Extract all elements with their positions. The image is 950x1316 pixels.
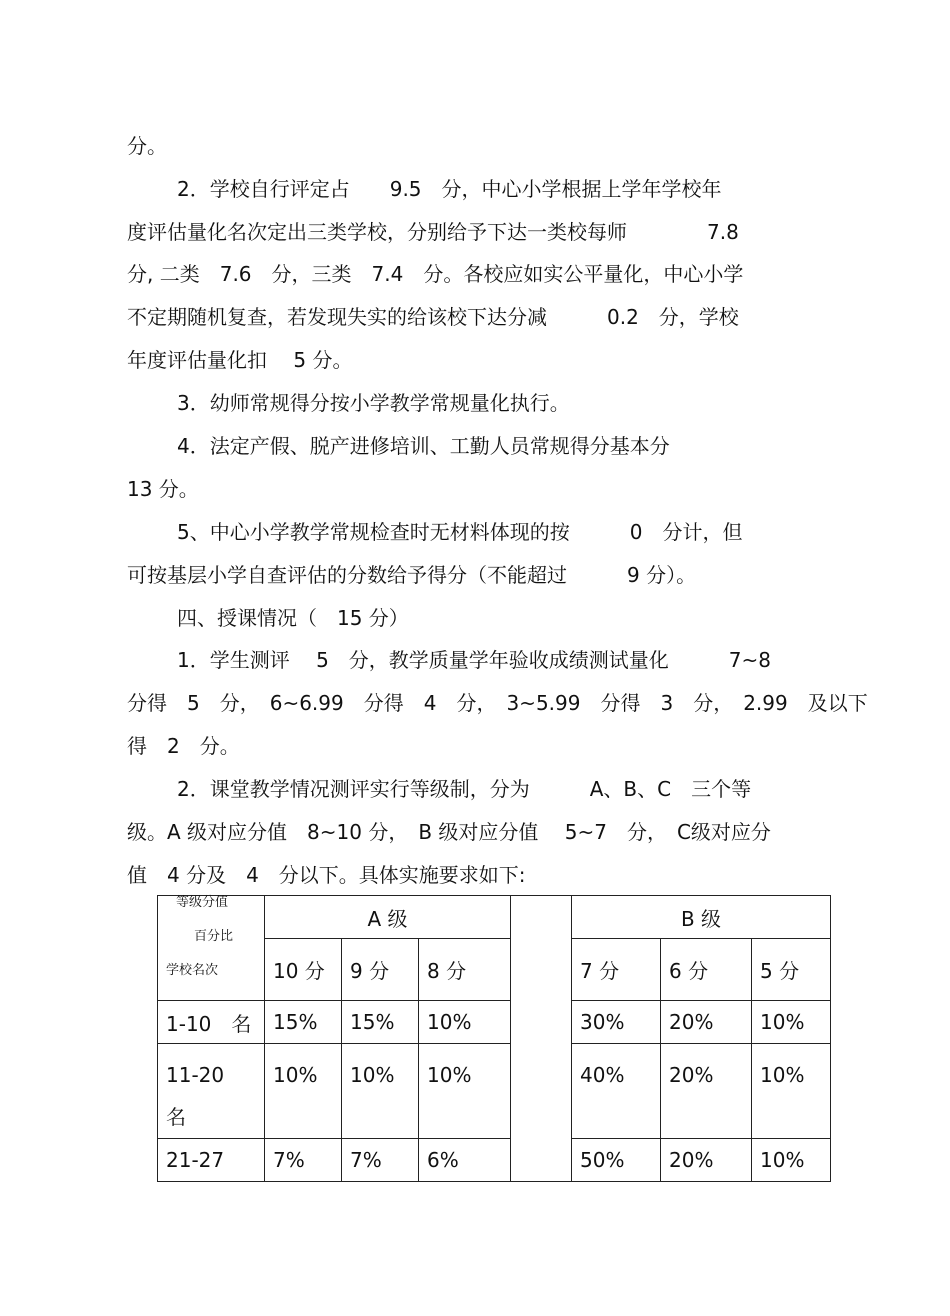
score-header: 10 分	[265, 939, 342, 1001]
blank-column	[511, 896, 572, 1182]
percent-cell: 10%	[419, 1001, 511, 1044]
grade-percentage-table	[157, 895, 831, 1182]
percent-cell: 30%	[572, 1001, 661, 1044]
table-header-row	[158, 896, 831, 939]
score-header: 6 分	[661, 939, 752, 1001]
paragraph-line: 3．幼师常规得分按小学教学常规量化执行。	[177, 391, 570, 415]
percent-cell: 20%	[661, 1044, 752, 1139]
percent-cell: 10%	[419, 1044, 511, 1139]
corner-label-score: 等级分值	[176, 895, 229, 910]
paragraph-line: 分得 5 分， 6~6.99 分得 4 分， 3~5.99 分得 3 分， 2.99 及以下	[127, 691, 868, 715]
score-header: 5 分	[752, 939, 831, 1001]
paragraph-line: 2．课堂教学情况测评实行等级制，分为 A、B、C 三个等	[177, 777, 752, 801]
percent-cell: 6%	[419, 1139, 511, 1182]
rank-cell: 11-20 名	[158, 1044, 265, 1139]
section-heading: 四、授课情况（ 15 分）	[177, 606, 409, 630]
score-header: 7 分	[572, 939, 661, 1001]
paragraph-line: 分, 二类 7.6 分，三类 7.4 分。各校应如实公平量化，中心小学	[127, 262, 744, 286]
table-row	[158, 1139, 831, 1182]
percent-cell: 10%	[752, 1139, 831, 1182]
percent-cell: 7%	[265, 1139, 342, 1182]
paragraph-line: 值 4 分及 4 分以下。具体实施要求如下:	[127, 863, 526, 887]
percent-cell: 15%	[342, 1001, 419, 1044]
percent-cell: 20%	[661, 1001, 752, 1044]
percent-cell: 40%	[572, 1044, 661, 1139]
rank-cell: 1-10 名	[158, 1001, 265, 1044]
paragraph-line: 可按基层小学自查评估的分数给予得分（不能超过 9 分）。	[127, 563, 697, 587]
paragraph-line: 度评估量化名次定出三类学校，分别给予下达一类校每师 7.8	[127, 220, 739, 244]
paragraph-line: 不定期随机复查，若发现失实的给该校下达分减 0.2 分，学校	[127, 305, 739, 329]
grade-a-header: A 级	[265, 896, 511, 939]
percent-cell: 10%	[752, 1001, 831, 1044]
corner-label-percent: 百分比	[194, 929, 234, 944]
table-row	[158, 1044, 831, 1139]
paragraph-line: 年度评估量化扣 5 分。	[127, 348, 353, 372]
paragraph-line: 分。	[127, 134, 167, 158]
grade-b-header: B 级	[572, 896, 831, 939]
percent-cell: 15%	[265, 1001, 342, 1044]
percent-cell: 7%	[342, 1139, 419, 1182]
paragraph-line: 得 2 分。	[127, 734, 240, 758]
table-corner-cell	[158, 896, 265, 1001]
rank-cell: 21-27	[158, 1139, 265, 1182]
paragraph-line: 2．学校自行评定占 9.5 分，中心小学根据上学年学校年	[177, 177, 722, 201]
paragraph-line: 5、中心小学教学常规检查时无材料体现的按 0 分计，但	[177, 520, 743, 544]
percent-cell: 10%	[342, 1044, 419, 1139]
percent-cell: 10%	[752, 1044, 831, 1139]
paragraph-line: 级。A 级对应分值 8~10 分， B 级对应分值 5~7 分， C级对应分	[127, 820, 771, 844]
score-header: 9 分	[342, 939, 419, 1001]
table-row	[158, 1001, 831, 1044]
paragraph-line: 1．学生测评 5 分，教学质量学年验收成绩测试量化 7~8	[177, 648, 772, 672]
percent-cell: 50%	[572, 1139, 661, 1182]
percent-cell: 10%	[265, 1044, 342, 1139]
percent-cell: 20%	[661, 1139, 752, 1182]
paragraph-line: 4．法定产假、脱产进修培训、工勤人员常规得分基本分	[177, 434, 670, 458]
paragraph-line: 13 分。	[127, 477, 199, 501]
score-header: 8 分	[419, 939, 511, 1001]
corner-label-rank: 学校名次	[166, 963, 219, 978]
